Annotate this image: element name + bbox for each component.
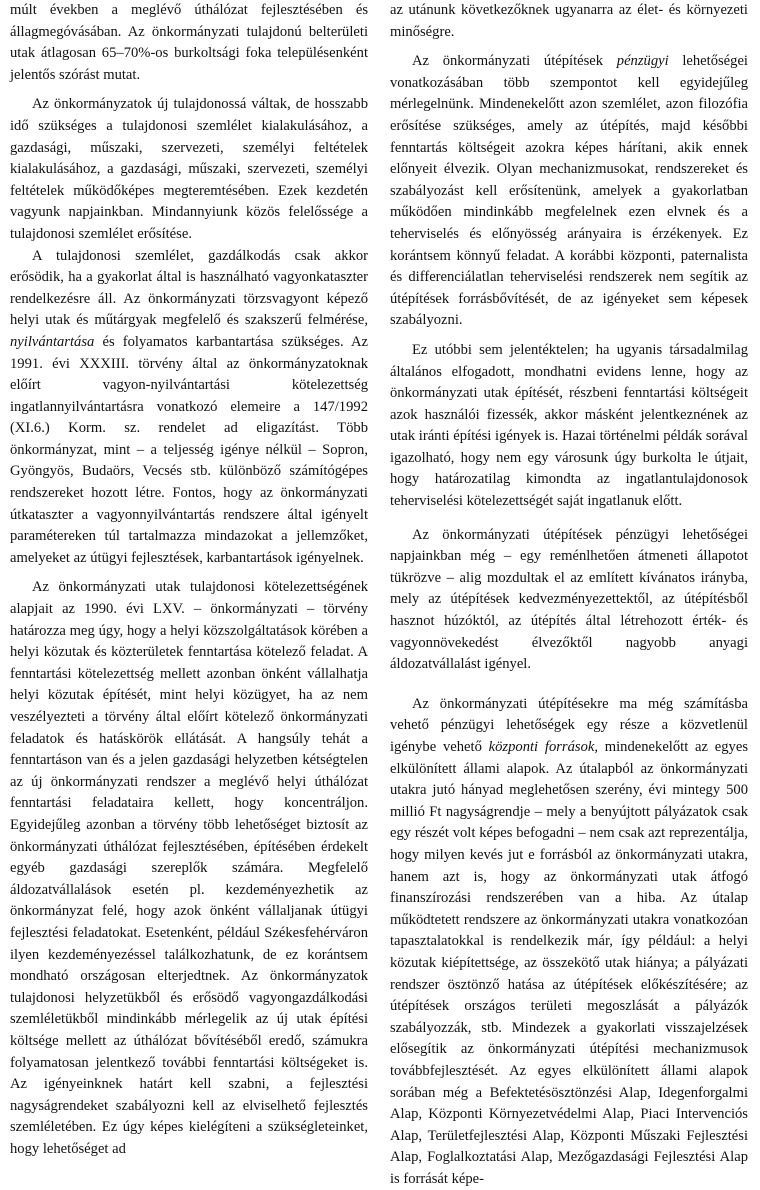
paragraph: az utánunk következőknek ugyanarra az élet- és környezeti minőségre. — [390, 2, 748, 40]
paragraph: Az önkormányzati utak tulajdonosi kötelezettségének alapjait az 1990. évi LXV. – önkormányzati – törvény határozza meg úgy, hogy a helyi közszolgáltatások körében a helyi közutak és közterületek fenntartása kötelező feladat. A fenntartási kötelezettség mellett azonban önként vállalhatja helyi közutak építését, mint helyi közügyet, ha az nem veszélyezteti a törvény által előírt kötelező önkormányzati feladatok és hatáskörök ellátását. A hangsúly tehát a fenntartáson van és a jelen gazdasági helyzetben kétségtelen az új önkormányzati rendszer a meglévő helyi úthálózat fenntartási feladataira kellett, hogy koncentráljon. Egyidejűleg azonban a törvény több lehetőséget biztosít az önkormányzati úthálózat fejlesztésében, építésében érdekelt egyéb gazdasági szereplők számára. Megfelelő áldozatvállalások esetén pl. kezdeményezhetik az önkormányzat felé, hogy azok önként vállaljanak útügyi fejlesztési feladatokat. Esetenként, például Székesfehérváron ilyen kezdeményezéssel találkozhatunk, de ez korántsem mondható országosan elterjedtnek. Az önkormányzatok tulajdonosi helyzetükből és erősödő vagyongazdálkodási szemléletükből mindinkább mérlegelik az új utak építési költsége mellett az úthálózat bővítéséből eredő, számukra folyamatosan jelentkező további fenntartási költségeket is. Az igényeinknek határt kell szabni, a fejlesztési nagyságrendeket szabályozni kell az elviselhető fejlesztés szemléletében. Ez úgy képes kielégíteni a szükségleteinket, hogy lehetőséget ad — [10, 579, 368, 1157]
paragraph: Az önkormányzati útépítések pénzügyi lehetőségei napjainkban még – egy reménlhetően átmeneti állapotot tükrözve – alig mozdultak el az említett kívánatos irányba, mely az útépítések kedvezményezettektől, az útépítésből hasznot húzóktól, az útépítés által létrehozott érték- és vagyonnövekedést élvezőktől nagyobb anyagi áldozatvállalást igényel. — [390, 526, 748, 673]
paragraph: Az önkormányzatok új tulajdonossá váltak, de hosszabb idő szükséges a tulajdonosi szemlélet kialakulásához, a gazdasági, műszaki, szervezeti, személyi feltételek kialakulásához, a gazdasági, műszaki, szervezeti, személyi feltételek működőképes megteremtésében. Ezek kezdetén vagyunk napjainkban. Mindannyiunk közös felelőssége a tulajdonosi szemlélet erősítése. — [10, 96, 368, 242]
paragraph: A tulajdonosi szemlélet, gazdálkodás csak akkor erősödik, ha a gyakorlat által is használható vagyonkataszter rendelkezésre áll. Az önkormányzati törzsvagyont képező helyi utak és műtárgyak megfelelő és szakszerű felmérése, nyilvántartása és folyamatos karbantartása szükséges. Az 1991. évi XXXIII. törvény által az önkormányzatoknak előírt vagyon-nyilvántartási kötelezettség ingatlannyilvántartásra vonatkozó elemeire a 147/1992 (XI.6.) Korm. sz. rendelet ad eligazítást. Több önkormányzat, mint – a teljesség igénye nélkül – Sopron, Gyöngyös, Budaörs, Vecsés stb. különböző számítógépes rendszereket hozott létre. Fontos, hogy az önkormányzati útkataszter a vagyonnyilvántartás rendszere által igényelt paramétereken túl tartalmazza mindazokat a jellemzőket, amelyeket az útügyi fejlesztések, karbantartások igényelnek. — [10, 247, 368, 566]
paragraph: Az önkormányzati útépítések pénzügyi lehetőségei vonatkozásában több szempontot kell egyidejűleg mérlegelnünk. Mindenekelőtt azon szemlélet, azon filozófia erősítése szükséges, amely az útépítés, majd későbbi fenntartás költségeit azokra képes hárítani, akik ennek előnyeit élvezik. Olyan mechanizmusokat, rendszereket és szabályozást kell erősítenünk, amelyek a gyakorlatban működően mindinkább megfelelnek ezen elvnek és a teherviselés és előnyösség arányaira is érzékenyek. Ez korántsem könnyű feladat. A korábbi központi, paternalista és differenciálatlan teherviselési rendszerek nem segítik az útépítések forrásbővítését, de az igényeket sem képesek szabályozni. — [390, 53, 748, 329]
paragraph: Ez utóbbi sem jelentéktelen; ha ugyanis társadalmilag általános elfogadott, mondhatni evidens lenne, hogy az önkormányzati utak építését, részbeni fenntartási költségeit azok használói fizessék, akkor másként jelentkeznének az utak iránti építési igények is. Hazai történelmi példák sorával igazolható, hogy nem egy városunk úgy burkolta le útjait, hogy határozatilag kimondta az ingatlantulajdonosok teherviselési kötelezettségét saját ingatlanuk előtt. — [390, 341, 748, 510]
paragraph: Az önkormányzati útépítésekre ma még számításba vehető pénzügyi lehetőségek egy része a közvetlenül igénybe vehető központi források, mindenekelőtt az egyes elkülönített állami alapok. Az útalapból az önkormányzati utakra jutó hányad meglehetősen szerény, évi mintegy 500 millió Ft nagyságrendje – mely a benyújtott pályázatok csak egy részét volt képes befogadni – nem csak azt reprezentálja, hogy milyen kevés jut e forrásból az önkormányzati utakra, hanem azt is, hogy az önkormányzati utak átfogó finanszírozási rendszerében van a hiba. Az útalap működtetett rendszere az önkormányzati utakra vonatkozóan tapasztalatokkal is rendelkezik már, így például: a helyi közutak kiépítettsége, az összekötő utak hiánya; a pályázati rendszer ösztönző hatása az útépítések előkészítésére; az útépítések országos területi megoszlását a pályázók szabályozzák, stb. Mindezek a gyakorlati visszajelzések elősegítik az önkormányzati útépítési mechanizmusok továbbfejlesztését. Az egyes elkülönített állami alapok sorában még a Befektetésösztönzési Alap, Idegenforgalmi Alap, Központi Környezetvédelmi Alap, Piaci Intervenciós Alap, Területfejlesztési Alap, Központi Műszaki Fejlesztési Alap, Foglalkoztatási Alap, Mezőgazdasági Fejlesztési Alap is forrását képe- — [390, 695, 748, 1187]
left-column — [10, 0, 368, 1157]
paragraph: múlt években a meglévő úthálózat fejlesztésében és állagmegóvásában. Az önkormányzati tulajdonú belterületi utak átlagosan 65–70%-os burkoltsági foka településenként jelentős szórást mutat. — [10, 2, 368, 83]
right-column — [390, 0, 748, 1187]
